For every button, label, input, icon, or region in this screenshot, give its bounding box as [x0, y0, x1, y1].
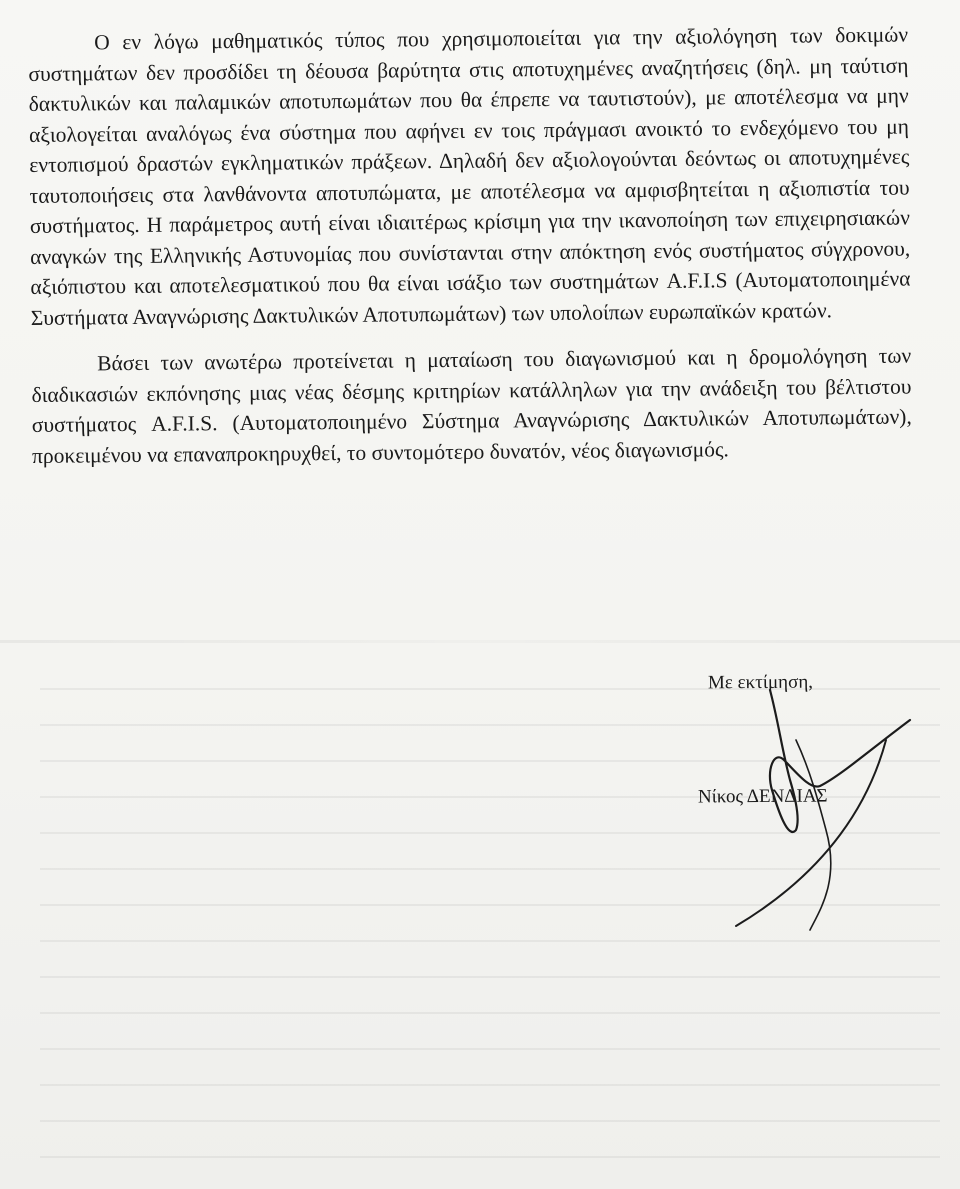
signer-name: Νίκος ΔΕΝΔΙΑΣ — [697, 785, 828, 808]
paragraph-evaluation-formula: Ο εν λόγω μαθηματικός τύπος που χρησιμοποιείται για την αξιολόγηση των δοκιμών συστημάτων δεν προσδίδει τη δέουσα βαρύτητα στις αποτυχημένες αναζητήσεις (δηλ. μη ταύτιση δακτυλικών και παλαμικών αποτυπωμάτων που θα έπρεπε να ταυτιστούν), με αποτέλεσμα να μην αξιολογείται αναλόγως ένα σύστημα που αφήνει εν τοις πράγμασι ανοικτό το ενδεχόμενο του μη εντοπισμού δραστών εγκληματικών πράξεων. Δηλαδή δεν αξιολογούνται δεόντως οι αποτυχημένες ταυτοποιήσεις στα λανθάνοντα αποτυπώματα, με αποτέλεσμα να αμφισβητείται η αξιοπιστία του συστήματος. Η παράμετρος αυτή είναι ιδιαιτέρως κρίσιμη για την ικανοποίηση των επιχειρησιακών αναγκών της Ελληνικής Αστυνομίας που συνίστανται στην απόκτηση ενός συστήματος σύγχρονου, αξιόπιστου και αποτελεσματικού που θα είναι ισάξιο των συστημάτων A.F.I.S (Αυτοματοποιημένα Συστήματα Αναγνώρισης Δακτυλικών Αποτυπωμάτων) των υπολοίπων ευρωπαϊκών κρατών. — [28, 22, 911, 330]
paragraph-proposal: Βάσει των ανωτέρω προτείνεται η ματαίωση του διαγωνισμού και η δρομολόγηση των διαδικασιών εκπόνησης μιας νέας δέσμης κριτηρίων κατάλληλων για την ανάδειξη του βέλτιστου συστήματος A.F.I.S. (Αυτοματοποιημένο Σύστημα Αναγνώρισης Δακτυλικών Αποτυπωμάτων), προκειμένου να επαναπροκηρυχθεί, το συντομότερο δυνατόν, νέος διαγωνισμός. — [31, 343, 912, 468]
letter-body — [28, 20, 912, 487]
paper-fold-line — [0, 640, 960, 643]
closing-salutation: Με εκτίμηση, — [707, 671, 814, 694]
handwritten-signature — [697, 680, 920, 940]
